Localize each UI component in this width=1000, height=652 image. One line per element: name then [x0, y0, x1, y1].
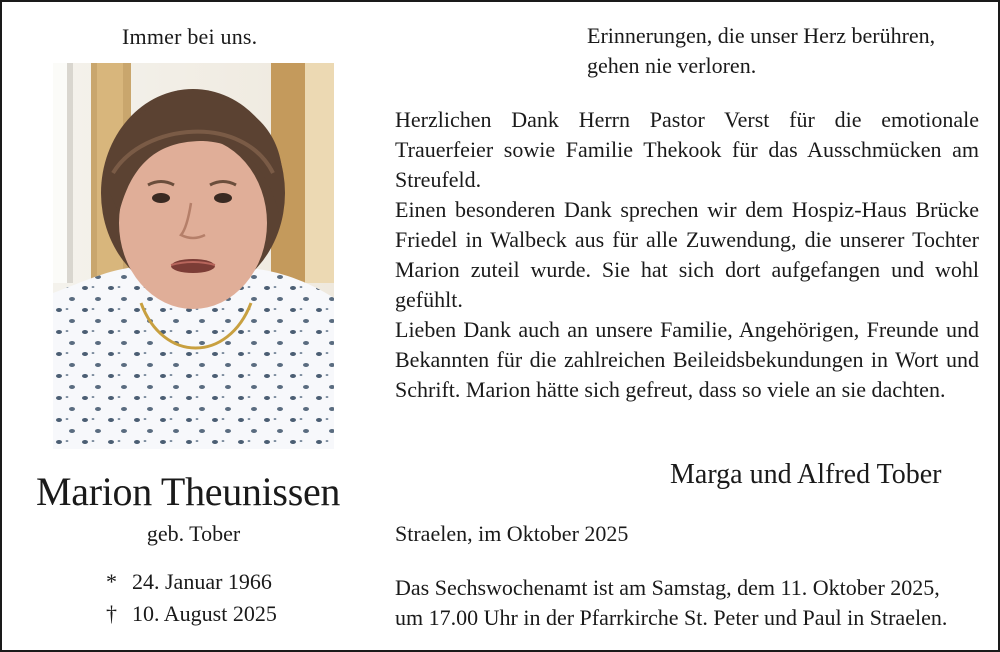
death-date: 10. August 2025: [132, 601, 277, 626]
life-dates: [106, 566, 277, 630]
signers: Marga und Alfred Tober: [670, 459, 942, 490]
service-notice-line: Das Sechswochenamt ist am Samstag, dem 11. Oktober 2025,: [395, 575, 940, 600]
maiden-name: geb. Tober: [146, 521, 241, 546]
thanks-paragraph: Herzlichen Dank Herrn Pastor Verst für die emotionale Trauerfeier sowie Familie Thekook für das Ausschmücken am Streufeld.: [395, 107, 979, 192]
quote: [587, 21, 935, 81]
death-cross-icon: †: [106, 601, 117, 626]
service-notice-line: um 17.00 Uhr in der Pfarrkirche St. Peter und Paul in Straelen.: [395, 605, 948, 630]
quote-line: Erinnerungen, die unser Herz berühren,: [587, 23, 936, 48]
thanks-text: [395, 105, 979, 405]
deceased-name: Marion Theunissen: [36, 469, 341, 514]
birth-line: [106, 566, 277, 598]
service-notice: [395, 573, 947, 633]
place-date: Straelen, im Oktober 2025: [395, 521, 629, 546]
portrait-photo: [53, 63, 334, 449]
birth-date: 24. Januar 1966: [132, 569, 272, 594]
thanks-paragraph: Lieben Dank auch an unsere Familie, Angehörigen, Freunde und Bekannten für die zahlreichen Beileidsbekundungen in Wort und Schrift. Marion hätte sich gefreut, dass so viele an sie dachten.: [395, 317, 979, 402]
birth-star-icon: *: [106, 569, 117, 594]
death-line: [106, 598, 277, 630]
thanks-paragraph: Einen besonderen Dank sprechen wir dem Hospiz-Haus Brücke Friedel in Walbeck aus für alle Zuwendung, die unserer Tochter Marion zuteil wurde. Sie hat sich dort aufgefangen und wohl gefühlt.: [395, 197, 979, 312]
quote-line: gehen nie verloren.: [587, 53, 757, 78]
motto-text: Immer bei uns.: [122, 24, 258, 49]
